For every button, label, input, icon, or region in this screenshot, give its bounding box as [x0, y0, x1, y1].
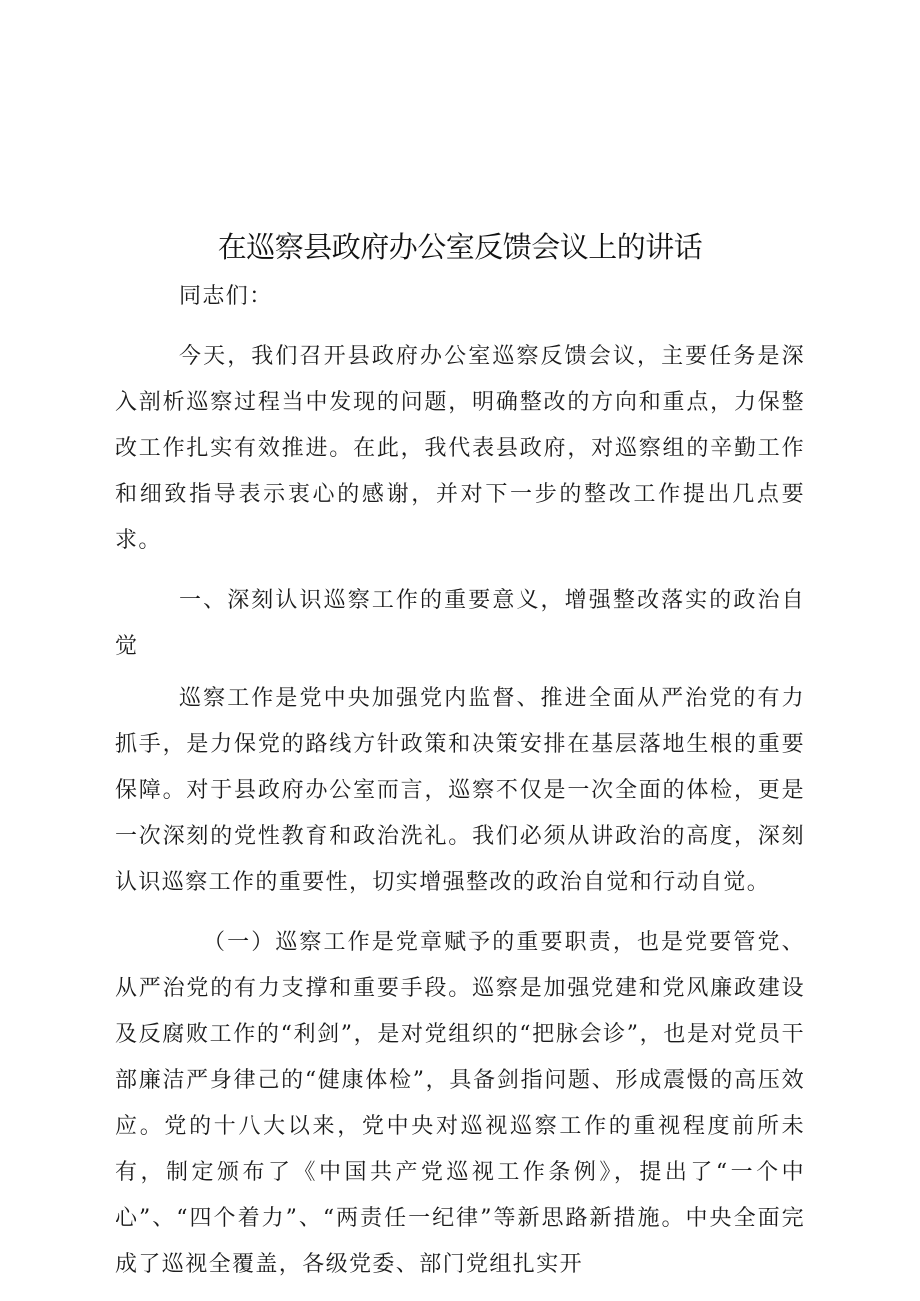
- salutation: 同志们：: [179, 284, 273, 309]
- document-title: 在巡察县政府办公室反馈会议上的讲话: [217, 230, 703, 264]
- subsection-paragraph: （一）巡察工作是党章赋予的重要职责，也是党要管党、从严治党的有力支撑和重要手段。巡察是加强党建和党风廉政建设及反腐败工作的“利剑”，是对党组织的“把脉会诊”，也是对党员干部廉洁严身律己的“健康体检”，具备剑指问题、形成震慑的高压效应。党的十八大以来，党中央对巡视巡察工作的重视程度前所未有，制定颁布了《中国共产党巡视工作条例》，提出了“一个中心”、“四个着力”、“两责任一纪律”等新思路新措施。中央全面完成了巡视全覆盖，各级党委、部门党组扎实开: [115, 930, 805, 1277]
- section-heading: 一、深刻认识巡察工作的重要意义，增强整改落实的政治自觉: [115, 588, 805, 659]
- section-paragraph: 巡察工作是党中央加强党内监督、推进全面从严治党的有力抓手，是力保党的路线方针政策和决策安排在基层落地生根的重要保障。对于县政府办公室而言，巡察不仅是一次全面的体检，更是一次深刻的党性教育和政治洗礼。我们必须从讲政治的高度，深刻认识巡察工作的重要性，切实增强整改的政治自觉和行动自觉。: [115, 686, 805, 895]
- intro-paragraph: 今天，我们召开县政府办公室巡察反馈会议，主要任务是深入剖析巡察过程当中发现的问题，明确整改的方向和重点，力保整改工作扎实有效推进。在此，我代表县政府，对巡察组的辛勤工作和细致指导表示衷心的感谢，并对下一步的整改工作提出几点要求。: [115, 344, 805, 553]
- document-body: [115, 222, 805, 1288]
